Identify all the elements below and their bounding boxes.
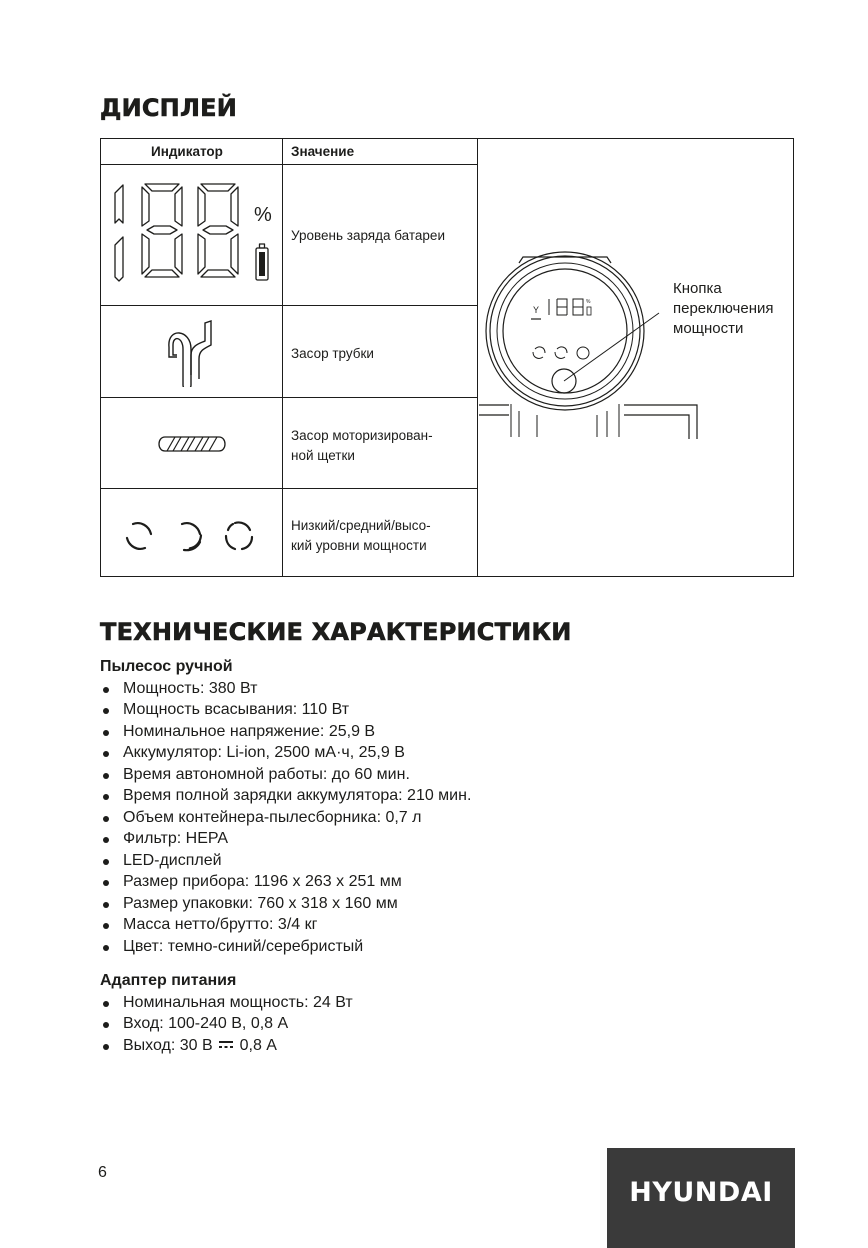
- power-levels-icon: [121, 516, 263, 556]
- table-header-indicator: Индикатор: [151, 144, 223, 159]
- dc-current-icon: [219, 1040, 233, 1049]
- percent-symbol: %: [254, 204, 272, 226]
- list-item: Объем контейнера-пылесборника: 0,7 л: [100, 807, 471, 829]
- vacuum-specs: [100, 656, 471, 957]
- list-item: Цвет: темно-синий/серебристый: [100, 936, 471, 958]
- brush-clog-icon: [157, 433, 227, 455]
- table-column-divider: [282, 139, 283, 576]
- device-display-illustration: [479, 239, 793, 444]
- segment-display-battery-icon: [109, 181, 281, 286]
- list-item: Размер прибора: 1196 х 263 х 251 мм: [100, 871, 471, 893]
- vacuum-heading: Пылесос ручной: [100, 658, 233, 675]
- adapter-heading: Адаптер питания: [100, 972, 237, 989]
- brand-logo-box: [607, 1148, 795, 1248]
- table-cell-meaning: Засор трубки: [291, 346, 374, 361]
- page-number: 6: [98, 1164, 107, 1181]
- svg-text:Y: Y: [533, 305, 540, 315]
- list-item: Номинальное напряжение: 25,9 В: [100, 721, 471, 743]
- vacuum-spec-list: [100, 678, 471, 958]
- table-row-divider: [101, 164, 478, 165]
- list-item: Вход: 100-240 В, 0,8 А: [100, 1013, 353, 1035]
- specs-section-title: ТЕХНИЧЕСКИЕ ХАРАКТЕРИСТИКИ: [100, 618, 572, 646]
- tube-clog-icon: [167, 315, 217, 387]
- brand-logo: HYUNDAI: [629, 1176, 773, 1208]
- power-button-callout: Кнопка переключения мощности: [673, 280, 774, 337]
- table-cell-meaning: Низкий/средний/высо- кий уровни мощности: [291, 518, 431, 553]
- table-cell-meaning: Засор моторизирован- ной щетки: [291, 428, 433, 463]
- list-item: Масса нетто/брутто: 3/4 кг: [100, 914, 471, 936]
- output-suffix: 0,8 А: [239, 1036, 277, 1054]
- adapter-spec-list: [100, 992, 353, 1057]
- display-table: [100, 138, 794, 577]
- output-prefix: Выход: 30 В: [123, 1036, 213, 1054]
- list-item: Мощность: 380 Вт: [100, 678, 471, 700]
- list-item: LED-дисплей: [100, 850, 471, 872]
- svg-text:%: %: [586, 299, 591, 305]
- list-item: Время полной зарядки аккумулятора: 210 мин.: [100, 785, 471, 807]
- adapter-specs: [100, 970, 353, 1056]
- display-section-title: ДИСПЛЕЙ: [100, 94, 237, 122]
- list-item: Фильтр: HEPA: [100, 828, 471, 850]
- table-cell-meaning: Уровень заряда батареи: [291, 228, 445, 243]
- list-item: Размер упаковки: 760 х 318 х 160 мм: [100, 893, 471, 915]
- table-image-divider: [477, 139, 478, 576]
- list-item: Время автономной работы: до 60 мин.: [100, 764, 471, 786]
- list-item: Аккумулятор: Li-ion, 2500 мА·ч, 25,9 В: [100, 742, 471, 764]
- table-row-divider: [101, 305, 478, 306]
- list-item: [100, 1035, 353, 1057]
- table-header-meaning: Значение: [291, 144, 355, 159]
- list-item: Мощность всасывания: 110 Вт: [100, 699, 471, 721]
- list-item: Номинальная мощность: 24 Вт: [100, 992, 353, 1014]
- table-row-divider: [101, 397, 478, 398]
- table-row-divider: [101, 488, 478, 489]
